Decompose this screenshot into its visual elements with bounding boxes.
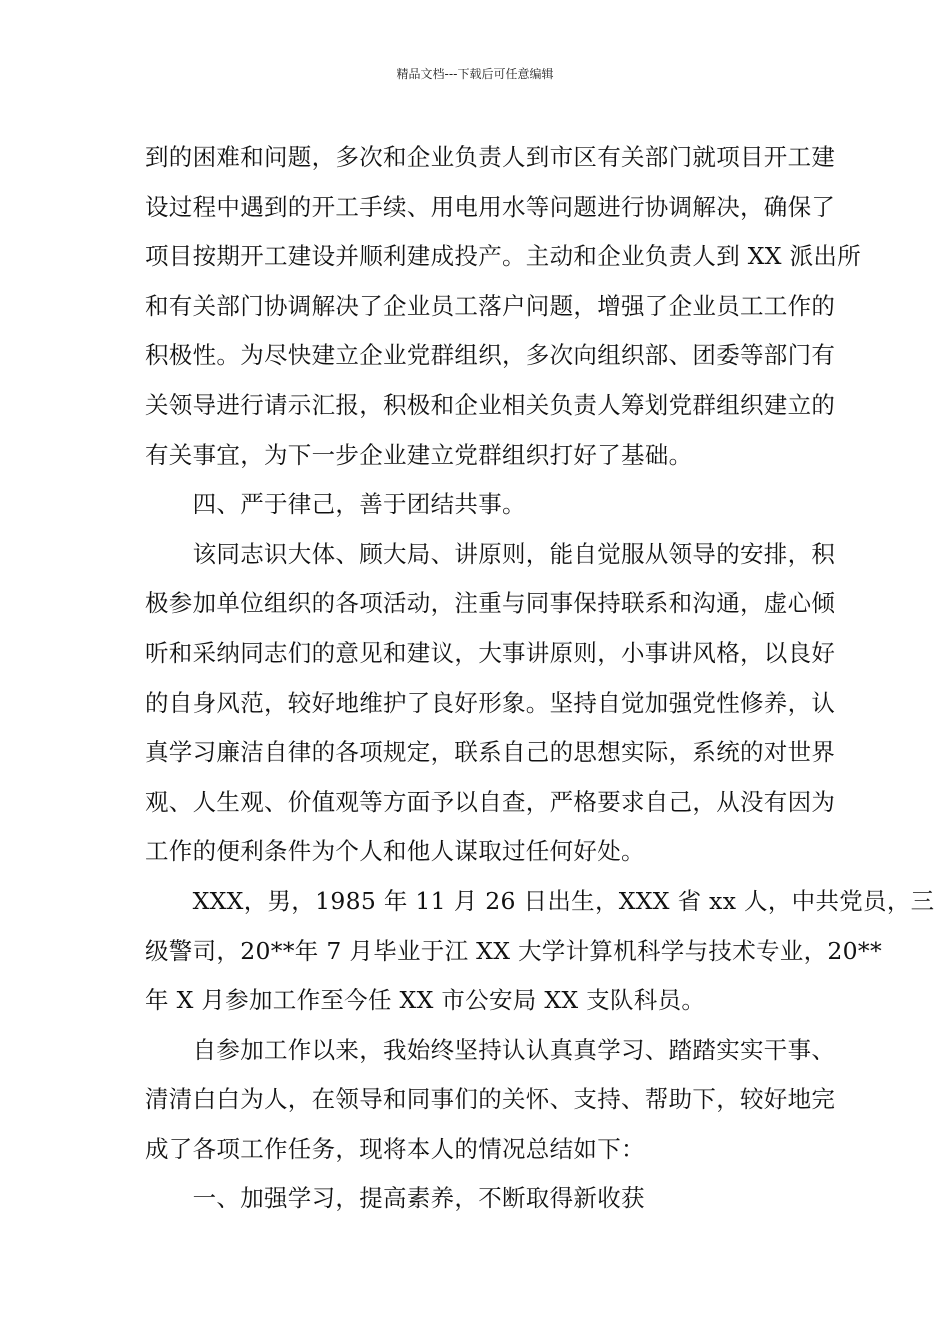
text-line: 该同志识大体、顾大局、讲原则，能自觉服从领导的安排，积 [145, 539, 836, 568]
text-line: XXX，男，1985 年 11 月 26 日出生，XXX 省 xx 人，中共党员，三 [145, 886, 935, 915]
page-header: 精品文档---下载后可任意编辑 [396, 67, 554, 81]
text-line: 的自身风范，较好地维护了良好形象。坚持自觉加强党性修养，认 [145, 688, 836, 717]
text-line: 工作的便利条件为个人和他人谋取过任何好处。 [145, 837, 645, 866]
section-heading: 四、严于律己，善于团结共事。 [145, 490, 526, 519]
text-line: 成了各项工作任务，现将本人的情况总结如下： [145, 1134, 645, 1163]
text-line: 自参加工作以来，我始终坚持认认真真学习、踏踏实实干事、 [145, 1035, 836, 1064]
text-line: 清清白白为人，在领导和同事们的关怀、支持、帮助下，较好地完 [145, 1085, 836, 1114]
text-line: 真学习廉洁自律的各项规定，联系自己的思想实际，系统的对世界 [145, 738, 836, 767]
text-line: 到的困难和问题，多次和企业负责人到市区有关部门就项目开工建 [145, 143, 836, 171]
text-line: 极参加单位组织的各项活动，注重与同事保持联系和沟通，虚心倾 [145, 589, 836, 618]
text-line: 积极性。为尽快建立企业党群组织，多次向组织部、团委等部门有 [145, 341, 836, 370]
document-body [145, 133, 935, 1224]
text-line: 有关事宜，为下一步企业建立党群组织打好了基础。 [145, 440, 693, 469]
text-line: 项目按期开工建设并顺利建成投产。主动和企业负责人到 XX 派出所 [145, 242, 861, 271]
text-line: 级警司，20**年 7 月毕业于江 XX 大学计算机科学与技术专业，20** [145, 936, 882, 965]
section-heading: 一、加强学习，提高素养，不断取得新收获 [145, 1184, 645, 1213]
text-line: 年 X 月参加工作至今任 XX 市公安局 XX 支队科员。 [145, 986, 706, 1015]
text-line: 听和采纳同志们的意见和建议，大事讲原则，小事讲风格，以良好 [145, 638, 836, 667]
text-line: 设过程中遇到的开工手续、用电用水等问题进行协调解决，确保了 [145, 192, 836, 221]
text-line: 和有关部门协调解决了企业员工落户问题，增强了企业员工工作的 [145, 291, 836, 320]
text-line: 关领导进行请示汇报，积极和企业相关负责人筹划党群组织建立的 [145, 390, 836, 419]
text-line: 观、人生观、价值观等方面予以自查，严格要求自己，从没有因为 [145, 787, 836, 816]
